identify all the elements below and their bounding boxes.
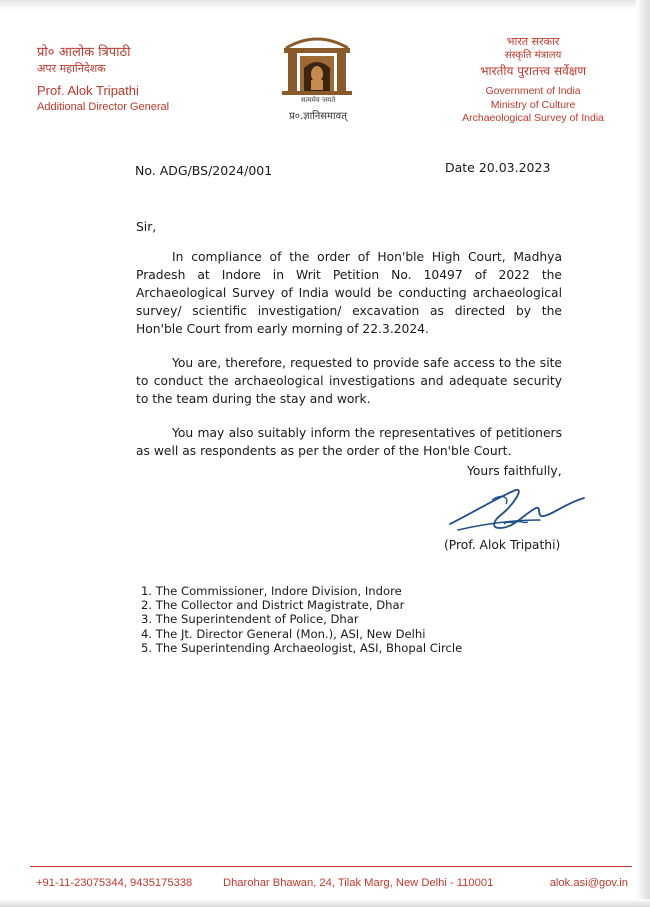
list-item: 1. The Commissioner, Indore Division, Indore — [141, 584, 402, 598]
signatory-name: (Prof. Alok Tripathi) — [444, 538, 561, 552]
copy-to-list — [141, 584, 462, 655]
letter-body — [136, 218, 562, 476]
paragraph-1: In compliance of the order of Hon'ble High Court, Madhya Pradesh at Indore in Writ Petition No. 10497 of 2022 the Archaeological Survey of India would be conducting archaeological survey/ scientific investigation/ excavation as directed by the Hon'ble Court from early morning of 22.3.2024. — [136, 250, 562, 336]
page-shadow-top — [0, 0, 650, 10]
closing: Yours faithfully, — [467, 464, 562, 478]
signature-icon — [444, 484, 594, 542]
emblem-motto: सत्यमेव जयते — [300, 96, 336, 104]
dept-name-english: Archaeological Survey of India — [462, 112, 604, 124]
sender-designation-hindi: अपर महानिदेशक — [37, 62, 106, 75]
paragraph-2: You are, therefore, requested to provide safe access to the site to conduct the archaeological investigations and adequate security to the team during the stay and work. — [136, 356, 562, 406]
salutation: Sir, — [136, 220, 157, 234]
reference-number: No. ADG/BS/2024/001 — [135, 163, 273, 178]
sender-name-hindi: प्रो० आलोक त्रिपाठी — [37, 45, 131, 60]
list-item: 2. The Collector and District Magistrate, Dhar — [141, 598, 405, 613]
govt-name-hindi: भारत सरकार — [506, 35, 560, 48]
footer-email: alok.asi@gov.in — [549, 877, 628, 889]
page-shadow-bottom — [0, 899, 650, 907]
ministry-name-english: Ministry of Culture — [490, 98, 576, 111]
footer-address: Dharohar Bhawan, 24, Tilak Marg, New Delhi - 110001 — [223, 877, 494, 889]
footer-divider — [30, 866, 632, 867]
letterhead-left — [37, 46, 169, 113]
footer-phone: +91-11-23075344, 9435175338 — [36, 877, 193, 889]
dept-name-hindi: भारतीय पुरातत्त्व सर्वेक्षण — [480, 64, 587, 78]
letterhead-right — [462, 36, 604, 124]
letter-date: Date 20.03.2023 — [445, 160, 551, 175]
emblem-label: प्र०.ज्ञानिसमावत् — [289, 111, 347, 122]
list-item: 5. The Superintending Archaeologist, ASI, Bhopal Circle — [141, 640, 463, 655]
sender-designation-english: Additional Director General — [37, 101, 170, 113]
govt-name-english: Government of India — [485, 85, 581, 97]
list-item: 3. The Superintendent of Police, Dhar — [141, 612, 359, 627]
ministry-name-hindi: संस्कृति मंत्रालय — [504, 50, 562, 61]
sender-name-english: Prof. Alok Tripathi — [37, 83, 139, 98]
paragraph-3: You may also suitably inform the representatives of petitioners as well as respondents as per the order of the Hon'ble Court. — [136, 426, 562, 458]
list-item: 4. The Jt. Director General (Mon.), ASI, New Delhi — [141, 626, 426, 641]
page-shadow-right — [636, 0, 650, 907]
